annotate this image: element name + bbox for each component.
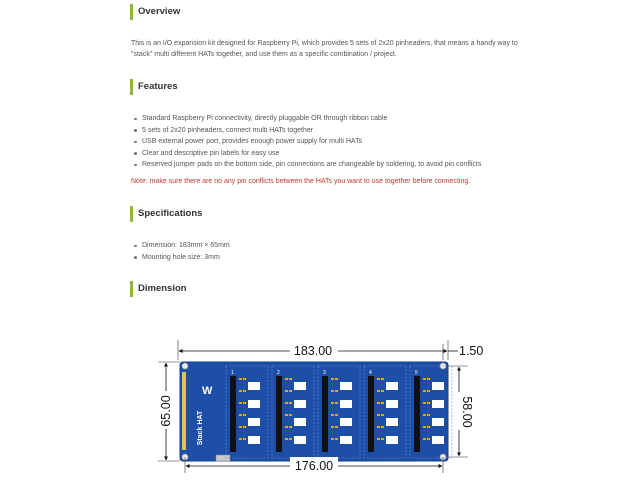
gpio-edge-header [182, 372, 186, 450]
jumper-pad [381, 402, 384, 404]
jumper-pad [335, 438, 338, 440]
overview-text: This is an I/O expansion kit designed for Raspberry Pi, which provides 5 sets of 2x20 pinheaders, that means a handy way to "stack" multi different HATs together, and use them as a specific combination / project. [131, 40, 518, 58]
jumper-pad [427, 426, 430, 428]
jumper-pad [239, 414, 242, 416]
list-item: Dimension: 183mm × 65mm [134, 240, 230, 252]
jumper-pad [239, 426, 242, 428]
pin-label-block [386, 382, 398, 390]
pin-label-block [432, 400, 444, 408]
jumper-pad [285, 402, 288, 404]
jumper-pad [381, 390, 384, 392]
hole-height-label: 58.00 [460, 396, 474, 428]
pin-label-block [386, 400, 398, 408]
jumper-pad [377, 414, 380, 416]
product-name: Stack HAT [197, 410, 204, 446]
pin-label-block [340, 400, 352, 408]
jumper-pad [423, 378, 426, 380]
jumper-pad [377, 390, 380, 392]
jumper-pad [243, 378, 246, 380]
brand-logo: W [202, 385, 213, 397]
pin-label-block [432, 382, 444, 390]
pin-label-block [248, 400, 260, 408]
pin-header [230, 376, 236, 452]
header-number: 5 [415, 370, 418, 376]
jumper-pad [427, 414, 430, 416]
overview-heading: Overview [130, 4, 180, 20]
jumper-pad [427, 378, 430, 380]
pin-label-block [294, 436, 306, 444]
stack-hat-board [180, 362, 452, 461]
jumper-pad [243, 426, 246, 428]
pin-label-block [248, 418, 260, 426]
dimension-heading: Dimension [130, 281, 187, 297]
specifications-heading: Specifications [130, 206, 202, 222]
header-number: 2 [277, 370, 280, 376]
jumper-pad [285, 390, 288, 392]
jumper-pad [427, 390, 430, 392]
jumper-pad [289, 414, 292, 416]
pin-label-block [294, 418, 306, 426]
list-item: Clear and descriptive pin labels for easy use [134, 148, 481, 160]
pin-label-block [340, 382, 352, 390]
header-number: 1 [231, 370, 234, 376]
mounting-hole [182, 363, 188, 369]
pin-label-block [248, 436, 260, 444]
width-label: 183.00 [293, 344, 333, 358]
conflict-note: Note: make sure there are no any pin conflicts between the HATs you want to use together before connecting. [131, 178, 471, 185]
features-heading: Features [130, 79, 178, 95]
hole-offset-dimension [443, 344, 483, 360]
list-item: USB external power port, provides enough power supply for multi HATs [134, 136, 481, 148]
pin-label-block [386, 418, 398, 426]
jumper-pad [427, 402, 430, 404]
jumper-pad [381, 414, 384, 416]
pin-label-block [386, 436, 398, 444]
jumper-pad [331, 390, 334, 392]
hole-offset-label: 1.50 [459, 344, 484, 358]
jumper-pad [285, 426, 288, 428]
list-item: Mounting hole size: 3mm [134, 252, 230, 264]
jumper-pad [377, 438, 380, 440]
pin-label-block [294, 400, 306, 408]
pin-label-block [340, 418, 352, 426]
pin-header [276, 376, 282, 452]
pin-label-block [432, 436, 444, 444]
jumper-pad [285, 378, 288, 380]
jumper-pad [335, 426, 338, 428]
hole-width-label: 176.00 [294, 459, 334, 473]
jumper-pad [285, 438, 288, 440]
jumper-pad [381, 378, 384, 380]
jumper-pad [335, 402, 338, 404]
width-dimension [178, 340, 448, 360]
jumper-pad [423, 438, 426, 440]
jumper-pad [243, 390, 246, 392]
pin-label-block [432, 418, 444, 426]
header-number: 3 [323, 370, 326, 376]
jumper-pad [423, 390, 426, 392]
height-dimension [158, 362, 180, 461]
list-item: Standard Raspberry Pi connectivity, directly pluggable OR through ribbon cable [134, 113, 481, 125]
jumper-pad [239, 402, 242, 404]
jumper-pad [381, 426, 384, 428]
jumper-pad [381, 438, 384, 440]
pin-header [322, 376, 328, 452]
jumper-pad [239, 390, 242, 392]
jumper-pad [289, 438, 292, 440]
jumper-pad [331, 414, 334, 416]
jumper-pad [423, 402, 426, 404]
jumper-pad [427, 438, 430, 440]
jumper-pad [243, 414, 246, 416]
jumper-pad [423, 414, 426, 416]
pin-label-block [340, 436, 352, 444]
height-label: 65.00 [159, 395, 173, 427]
jumper-pad [239, 438, 242, 440]
jumper-pad [289, 378, 292, 380]
jumper-pad [331, 426, 334, 428]
specifications-list [134, 240, 230, 263]
features-list [134, 113, 481, 171]
list-item: Reserved jumper pads on the bottom side, pin connections are changeable by soldering, to avoid pin conflicts [134, 159, 481, 171]
pin-header [414, 376, 420, 452]
pin-header [368, 376, 374, 452]
pin-label-block [248, 382, 260, 390]
jumper-pad [289, 390, 292, 392]
jumper-pad [423, 426, 426, 428]
jumper-pad [289, 426, 292, 428]
list-item: 5 sets of 2x20 pinheaders, connect multi HATs together [134, 125, 481, 137]
jumper-pad [285, 414, 288, 416]
jumper-pad [243, 402, 246, 404]
jumper-pad [331, 402, 334, 404]
jumper-pad [335, 390, 338, 392]
jumper-pad [377, 378, 380, 380]
jumper-pad [335, 414, 338, 416]
usb-port [216, 455, 230, 461]
jumper-pad [289, 402, 292, 404]
jumper-pad [239, 378, 242, 380]
jumper-pad [331, 378, 334, 380]
jumper-pad [377, 426, 380, 428]
pin-label-block [294, 382, 306, 390]
dimension-drawing [150, 336, 495, 476]
jumper-pad [335, 378, 338, 380]
jumper-pad [377, 402, 380, 404]
header-number: 4 [369, 370, 372, 376]
jumper-pad [243, 438, 246, 440]
jumper-pad [331, 438, 334, 440]
